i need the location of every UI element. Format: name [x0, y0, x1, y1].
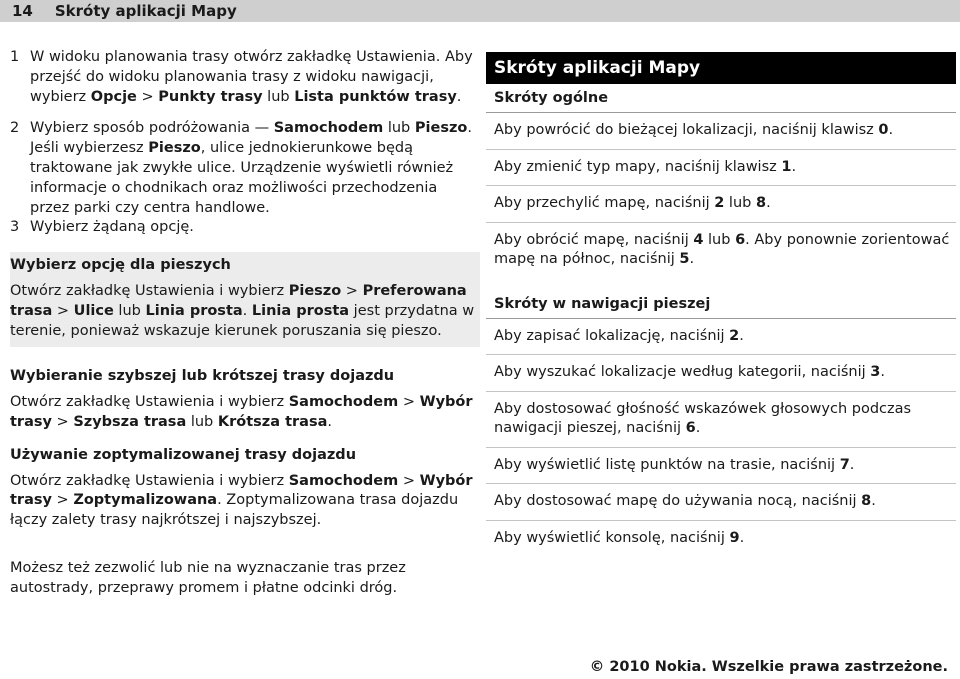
shortcut-entry: [486, 448, 956, 485]
step: [10, 218, 480, 238]
ui-term: Linia prosta: [251, 302, 350, 319]
shortcut-entry: [486, 392, 956, 448]
step-number: 2: [10, 120, 20, 137]
text-run: .: [242, 302, 252, 319]
shortcut-entry: [486, 521, 956, 557]
ui-term: Szybsza trasa: [73, 413, 187, 430]
text-run: Aby obrócić mapę, naciśnij: [494, 231, 694, 248]
ui-term: Samochodem: [288, 472, 399, 489]
text-run: lub: [724, 195, 756, 211]
text-run: .: [695, 420, 701, 436]
ui-term: 6: [735, 231, 746, 248]
text-run: .: [871, 493, 876, 509]
shortcut-entry: [486, 186, 956, 223]
ui-term: 2: [729, 327, 740, 344]
text-run: Aby dostosować głośność wskazówek głosowych podczas nawigacji pieszej, naciśnij: [494, 400, 912, 436]
ui-term: Samochodem: [273, 120, 384, 137]
text-run: Otwórz zakładkę Ustawienia i wybierz: [10, 472, 289, 489]
text-run: >: [51, 413, 74, 430]
step-text: [30, 218, 480, 238]
ui-term: 0: [878, 122, 889, 138]
text-run: lub: [113, 302, 146, 319]
ui-term: 3: [870, 364, 881, 380]
ui-term: Samochodem: [288, 394, 399, 411]
text-run: jest przydatna w terenie, ponieważ wskazuje kierunek poruszania się pieszo.: [10, 302, 475, 339]
text-run: . Zoptymalizowana trasa dojazdu łączy zalety trasy najkrótszej i najszybszej.: [10, 492, 459, 529]
text-run: Aby zapisać lokalizację, naciśnij: [494, 327, 730, 344]
text-run: Wybierz żądaną opcję.: [30, 219, 194, 236]
faster-route-section: [10, 367, 480, 432]
ui-term: Linia prosta: [145, 302, 243, 319]
ui-term: 7: [839, 456, 850, 473]
ui-term: Ulice: [73, 302, 114, 319]
step-text: [30, 48, 480, 107]
text-run: >: [52, 302, 74, 319]
text-run: Aby wyświetlić konsolę, naciśnij: [494, 529, 730, 546]
ui-term: Wybór trasy: [10, 472, 473, 509]
shortcut-entry: [486, 484, 956, 521]
pedestrian-option-box: [10, 252, 480, 347]
text-run: . Aby ponownie zorientować mapę na północ, naciśnij: [494, 231, 950, 267]
step: [10, 119, 480, 218]
faster-route-title: Wybieranie szybszej lub krótszej trasy dojazdu: [10, 368, 395, 385]
copyright-footer: © 2010 Nokia. Wszelkie prawa zastrzeżone.: [589, 659, 948, 675]
ui-term: 8: [861, 493, 872, 509]
text-run: .: [327, 413, 332, 430]
ui-term: 8: [755, 195, 767, 211]
walking-shortcuts-list: [486, 319, 956, 557]
text-run: .: [456, 88, 462, 105]
text-run: Aby powrócić do bieżącej lokalizacji, naciśnij klawisz: [494, 122, 879, 138]
text-run: .: [888, 122, 894, 138]
ui-term: Opcje: [90, 88, 137, 105]
text-run: >: [341, 282, 363, 299]
shortcut-entry: [486, 113, 956, 150]
text-run: .: [739, 327, 744, 344]
step-number: 1: [10, 49, 20, 65]
text-run: .: [791, 158, 797, 175]
pedestrian-section-title: Wybierz opcję dla pieszych: [10, 257, 231, 274]
step: [10, 48, 480, 107]
ui-term: Wybór trasy: [10, 394, 473, 430]
ui-term: Lista punktów trasy: [294, 88, 457, 105]
text-run: lub: [186, 413, 218, 430]
ui-term: 2: [714, 195, 725, 211]
text-run: Wybierz sposób podróżowania —: [30, 120, 274, 137]
text-run: Aby dostosować mapę do używania nocą, naciśnij: [494, 493, 862, 509]
text-run: Otwórz zakładkę Ustawienia i wybierz: [10, 394, 289, 411]
text-run: Aby wyszukać lokalizacje według kategorii, naciśnij: [494, 364, 871, 380]
page-header: [0, 0, 960, 22]
text-run: . Jeśli wybierzesz: [30, 120, 472, 157]
text-run: lub: [383, 120, 415, 137]
step-text: [30, 119, 480, 218]
text-run: Aby zmienić typ mapy, naciśnij klawisz: [494, 158, 782, 175]
text-run: Otwórz zakładkę Ustawienia i wybierz: [10, 282, 289, 299]
ui-term: Krótsza trasa: [217, 413, 328, 430]
ui-term: Pieszo: [414, 120, 468, 137]
text-run: W widoku planowania trasy otwórz zakładkę Ustawienia. Aby przejść do widoku planowania trasy z widoku nawigacji, wybierz: [30, 49, 473, 105]
page-number: 14: [12, 2, 33, 20]
shortcuts-title: Skróty aplikacji Mapy: [486, 52, 956, 84]
shortcut-entry: [486, 223, 956, 278]
ui-term: 4: [693, 231, 704, 248]
avoid-roads-note: Możesz też zezwolić lub nie na wyznaczanie tras przez autostrady, przeprawy promem i płatne odcinki dróg.: [10, 559, 406, 596]
text-run: .: [689, 251, 695, 267]
general-shortcuts-list: [486, 113, 956, 278]
step-number: 3: [10, 219, 20, 236]
optimized-route-text: [10, 472, 480, 531]
optimized-route-section: [10, 446, 480, 531]
text-run: >: [398, 472, 420, 489]
text-run: .: [766, 195, 771, 211]
text-run: >: [136, 88, 159, 105]
pedestrian-section-text: [10, 282, 480, 341]
shortcut-entry: [486, 355, 956, 392]
optimized-route-title: Używanie zoptymalizowanej trasy dojazdu: [10, 446, 357, 463]
text-run: , ulice jednokierunkowe będą traktowane jak zwykłe ulice. Urządzenie wyświetli również informacje o chodnikach oraz możliwości przechodzenia przez parki czy centra handlowe.: [30, 140, 454, 216]
ui-term: Zoptymalizowana: [73, 492, 218, 509]
ui-term: 5: [679, 251, 690, 267]
walking-shortcuts-heading: Skróty w nawigacji pieszej: [486, 290, 956, 319]
shortcuts-panel: [486, 52, 956, 556]
page-title: Skróty aplikacji Mapy: [54, 2, 237, 20]
ui-term: Pieszo: [288, 282, 342, 299]
text-run: .: [880, 364, 885, 380]
ui-term: 9: [729, 529, 740, 546]
shortcut-entry: [486, 150, 956, 187]
shortcut-entry: [486, 319, 956, 356]
ui-term: Pieszo: [148, 140, 201, 157]
ui-term: Punkty trasy: [158, 88, 263, 105]
text-run: .: [849, 456, 855, 473]
ui-term: Preferowana trasa: [10, 282, 467, 319]
text-run: .: [739, 529, 745, 546]
ui-term: 6: [685, 420, 696, 436]
text-run: Aby przechylić mapę, naciśnij: [494, 195, 715, 211]
faster-route-text: [10, 393, 480, 433]
general-shortcuts-heading: Skróty ogólne: [486, 84, 956, 113]
text-run: lub: [262, 88, 295, 105]
ui-term: 1: [781, 158, 792, 175]
text-run: lub: [703, 231, 736, 248]
text-run: >: [51, 492, 74, 509]
text-run: >: [398, 394, 420, 411]
text-run: Aby wyświetlić listę punktów na trasie, naciśnij: [494, 456, 840, 473]
left-column: [10, 48, 480, 599]
